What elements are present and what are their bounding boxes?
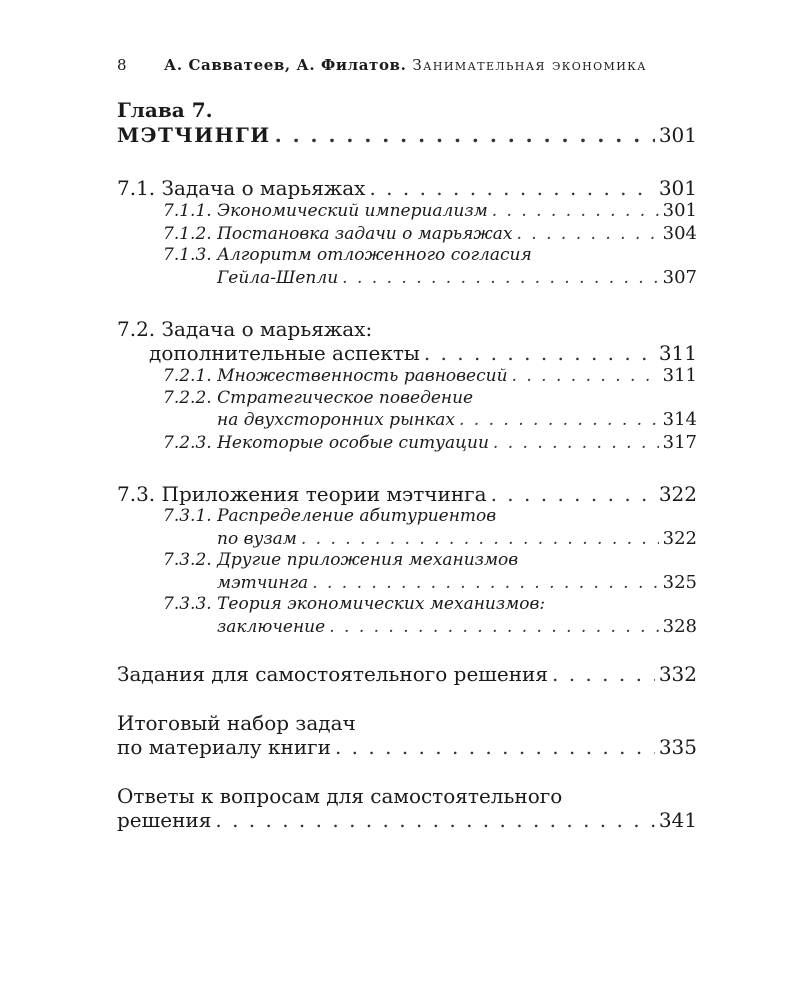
toc-entry-section[interactable] [117, 482, 697, 506]
toc-entry-final-problems[interactable] [117, 735, 697, 759]
dot-leader [301, 529, 659, 551]
page-ref: 301 [658, 176, 697, 200]
subsection-title-line1: 7.2.2. Стратегическое поведение [163, 387, 474, 408]
subsection-title: 7.2.3. Некоторые особые ситуации [163, 432, 489, 453]
page-ref: 301 [662, 200, 697, 221]
page-ref: 317 [662, 431, 697, 453]
subsection-title-line1: 7.1.3. Алгоритм отложенного согласия [163, 245, 532, 265]
subsection-title-line2: заключение [217, 616, 326, 637]
subsection-title-line2: по вузам [217, 528, 297, 549]
subsection-title-line1: 7.3.2. Другие приложения механизмов [163, 550, 519, 570]
dot-leader [493, 433, 659, 455]
page-number: 8 [117, 56, 128, 74]
section-title-line2: дополнительные аспекты [149, 341, 420, 365]
dot-leader [335, 735, 655, 759]
toc-entry-chapter[interactable] [117, 123, 697, 148]
entry-title-line2: решения [117, 808, 212, 832]
toc-entry-subsection[interactable] [117, 223, 697, 246]
dot-leader [512, 366, 659, 388]
page-ref: 311 [662, 365, 697, 386]
toc-entry-subsection[interactable] [117, 616, 697, 639]
header-authors: А. Савватеев, А. Филатов. [164, 56, 407, 74]
page-ref: 314 [662, 409, 697, 430]
chapter-title: МЭТЧИНГИ [117, 123, 271, 147]
page-ref: 301 [658, 123, 697, 147]
dot-leader [312, 573, 658, 595]
toc-entry-section[interactable] [117, 176, 697, 200]
dot-leader [342, 268, 658, 290]
subsection-title: 7.2.1. Множественность равновесий [163, 366, 508, 386]
page-ref: 332 [658, 662, 697, 686]
toc-entry-subsection[interactable] [117, 200, 697, 223]
subsection-title-line2: на двухсторонних рынках [217, 410, 455, 430]
toc-entry-answers[interactable] [117, 808, 697, 832]
entry-title-line2: по материалу книги [117, 735, 331, 759]
subsection-title-line1: 7.3.3. Теория экономических механизмов: [163, 594, 546, 614]
dot-leader [552, 662, 655, 686]
dot-leader [516, 224, 658, 246]
dot-leader [491, 482, 655, 506]
page-ref: 335 [658, 735, 697, 759]
page-ref: 328 [662, 615, 697, 637]
section-title-line1: 7.2. Задача о марьяжах: [117, 317, 373, 341]
page-ref: 304 [662, 222, 697, 244]
table-of-contents [117, 98, 697, 832]
entry-title: Задания для самостоятельного решения [117, 662, 548, 686]
section-title: 7.3. Приложения теории мэтчинга [117, 482, 487, 506]
toc-entry-subsection[interactable] [117, 267, 697, 290]
subsection-title: 7.1.2. Постановка задачи о марьяжах [163, 223, 513, 244]
page-ref: 322 [662, 527, 697, 549]
subsection-title-line2: Гейла-Шепли [217, 267, 339, 288]
toc-entry-subsection[interactable] [117, 528, 697, 551]
dot-leader [215, 808, 654, 832]
subsection-title: 7.1.1. Экономический империализм [163, 201, 488, 221]
dot-leader [492, 201, 659, 223]
page-ref: 322 [658, 482, 697, 506]
subsection-title-line1: 7.3.1. Распределение абитуриентов [163, 506, 497, 526]
subsection-title-line2: мэтчинга [217, 572, 309, 593]
chapter-label: Глава 7. [117, 98, 213, 122]
entry-title-line1: Ответы к вопросам для самостоятельного [117, 784, 563, 808]
section-title: 7.1. Задача о марьяжах [117, 176, 366, 200]
toc-entry-subsection[interactable] [117, 572, 697, 595]
page-ref: 325 [662, 571, 697, 593]
dot-leader [459, 410, 659, 432]
dot-leader [329, 617, 658, 639]
running-header [117, 56, 697, 74]
toc-entry-subsection[interactable] [117, 432, 697, 455]
entry-title-line1: Итоговый набор задач [117, 711, 356, 735]
toc-entry-exercises[interactable] [117, 662, 697, 686]
toc-entry-subsection[interactable] [117, 409, 697, 432]
dot-leader [369, 176, 654, 200]
dot-leader [424, 341, 655, 365]
page-ref: 311 [658, 341, 697, 365]
toc-entry-subsection[interactable] [117, 365, 697, 388]
toc-entry-section[interactable] [117, 341, 697, 365]
header-book-title: Занимательная экономика [412, 56, 647, 74]
dot-leader [275, 123, 655, 148]
page-ref: 341 [658, 808, 697, 832]
page-ref: 307 [662, 266, 697, 288]
